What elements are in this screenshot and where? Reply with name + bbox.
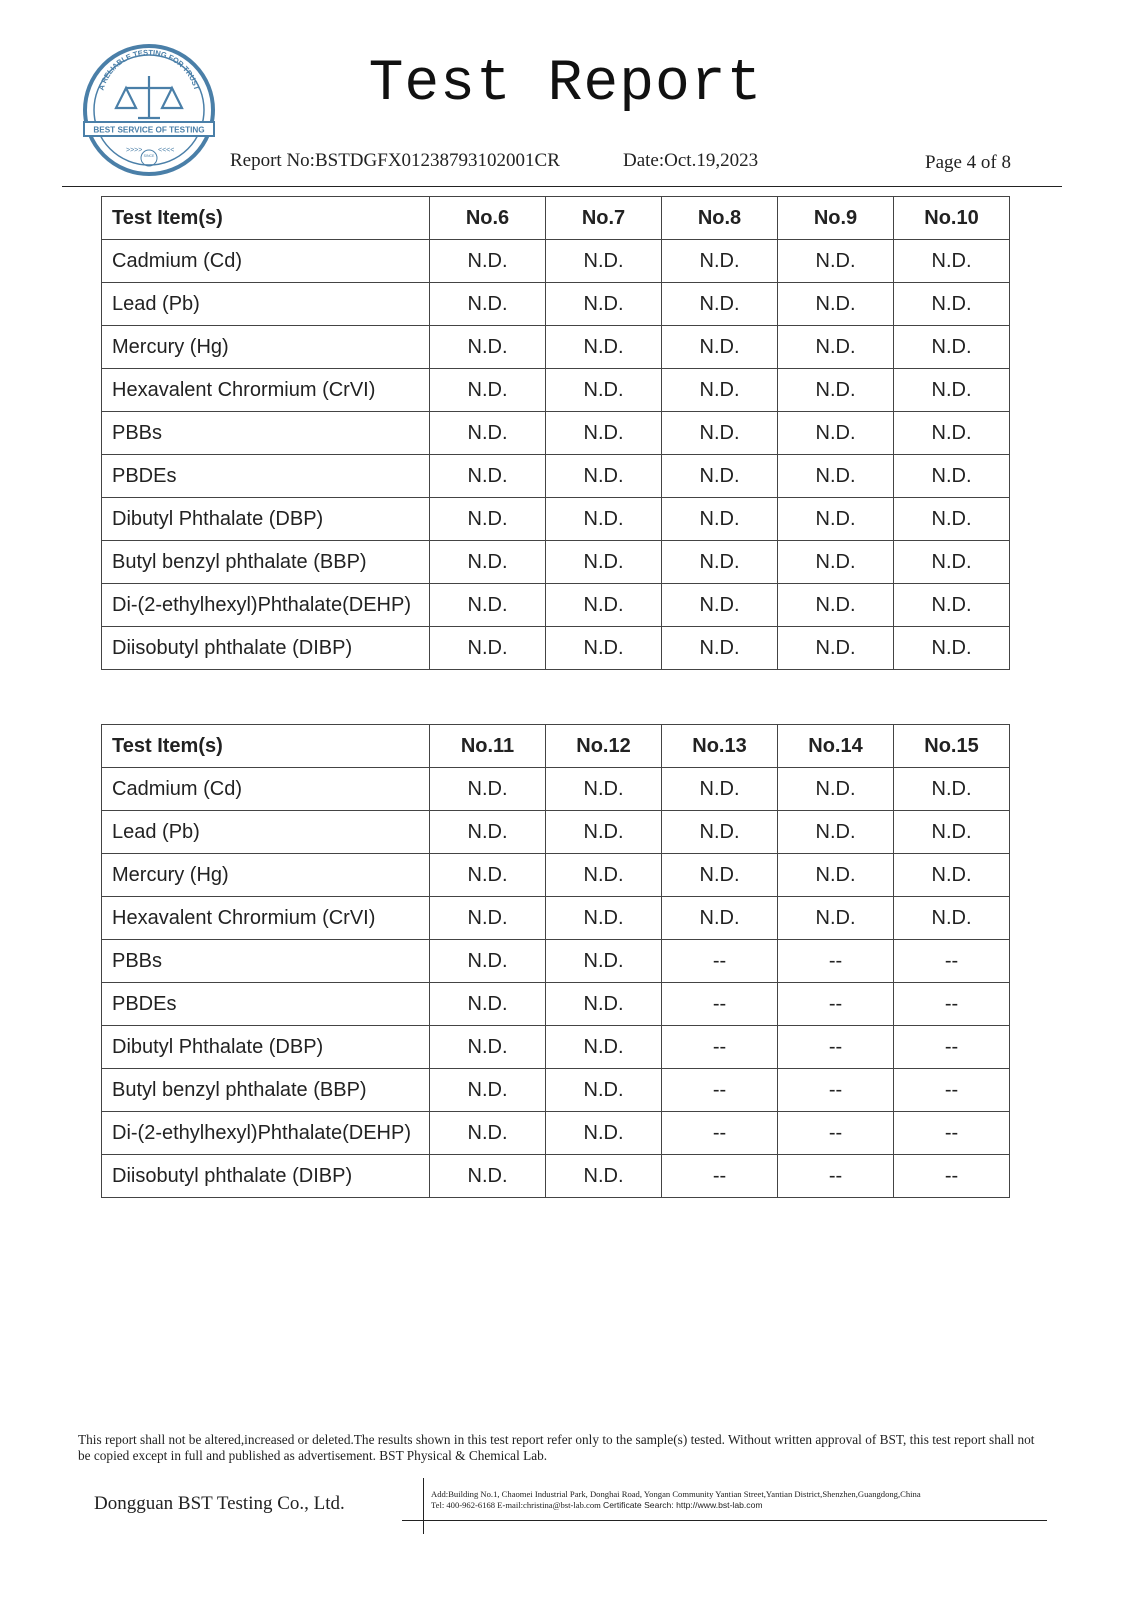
result-cell: -- bbox=[778, 983, 894, 1026]
table-row bbox=[102, 768, 1010, 811]
result-cell: N.D. bbox=[430, 627, 546, 670]
result-cell: -- bbox=[662, 1155, 778, 1198]
result-cell: N.D. bbox=[430, 541, 546, 584]
result-cell: N.D. bbox=[430, 455, 546, 498]
result-cell: N.D. bbox=[546, 240, 662, 283]
result-cell: N.D. bbox=[430, 283, 546, 326]
result-cell: N.D. bbox=[894, 369, 1010, 412]
result-cell: N.D. bbox=[778, 455, 894, 498]
result-cell: N.D. bbox=[894, 897, 1010, 940]
column-header-sample: No.14 bbox=[778, 725, 894, 768]
result-cell: N.D. bbox=[430, 854, 546, 897]
result-cell: N.D. bbox=[778, 584, 894, 627]
result-cell: N.D. bbox=[546, 897, 662, 940]
test-item-name: Mercury (Hg) bbox=[102, 326, 430, 369]
column-header-sample: No.11 bbox=[430, 725, 546, 768]
result-cell: N.D. bbox=[894, 240, 1010, 283]
test-item-name: Lead (Pb) bbox=[102, 283, 430, 326]
test-item-name: Butyl benzyl phthalate (BBP) bbox=[102, 1069, 430, 1112]
result-cell: N.D. bbox=[778, 897, 894, 940]
result-cell: N.D. bbox=[430, 498, 546, 541]
footer-vertical-rule bbox=[423, 1478, 424, 1534]
page-title: Test Report bbox=[368, 52, 763, 117]
result-cell: N.D. bbox=[430, 940, 546, 983]
test-item-name: Cadmium (Cd) bbox=[102, 768, 430, 811]
result-cell: N.D. bbox=[778, 627, 894, 670]
result-cell: N.D. bbox=[662, 854, 778, 897]
result-cell: N.D. bbox=[894, 854, 1010, 897]
header-rule bbox=[62, 186, 1062, 187]
result-cell: -- bbox=[894, 1112, 1010, 1155]
table-row bbox=[102, 940, 1010, 983]
table-row bbox=[102, 584, 1010, 627]
result-cell: N.D. bbox=[662, 897, 778, 940]
test-item-name: Hexavalent Chrormium (CrVI) bbox=[102, 369, 430, 412]
column-header-sample: No.12 bbox=[546, 725, 662, 768]
logo-arc-text: A RELIABLE TESTING FOR TRUST bbox=[96, 47, 202, 92]
results-table-1 bbox=[101, 196, 1010, 670]
table-row bbox=[102, 854, 1010, 897]
result-cell: -- bbox=[894, 1069, 1010, 1112]
table-header-row bbox=[102, 725, 1010, 768]
test-item-name: PBDEs bbox=[102, 455, 430, 498]
result-cell: N.D. bbox=[662, 627, 778, 670]
result-cell: N.D. bbox=[778, 541, 894, 584]
table-row bbox=[102, 897, 1010, 940]
result-cell: N.D. bbox=[894, 584, 1010, 627]
company-address-block bbox=[431, 1489, 921, 1511]
test-item-name: PBBs bbox=[102, 412, 430, 455]
result-cell: N.D. bbox=[430, 412, 546, 455]
table-row bbox=[102, 1112, 1010, 1155]
report-date: Date:Oct.19,2023 bbox=[623, 150, 759, 171]
result-cell: N.D. bbox=[662, 240, 778, 283]
result-cell: N.D. bbox=[662, 811, 778, 854]
test-item-name: PBBs bbox=[102, 940, 430, 983]
test-item-name: Diisobutyl phthalate (DIBP) bbox=[102, 627, 430, 670]
result-cell: N.D. bbox=[546, 811, 662, 854]
logo-chevrons-left: >>>> bbox=[126, 147, 143, 154]
result-cell: N.D. bbox=[430, 1069, 546, 1112]
result-cell: N.D. bbox=[894, 283, 1010, 326]
result-cell: N.D. bbox=[430, 584, 546, 627]
result-cell: N.D. bbox=[894, 541, 1010, 584]
result-cell: N.D. bbox=[430, 983, 546, 1026]
result-cell: -- bbox=[894, 940, 1010, 983]
table-row bbox=[102, 240, 1010, 283]
result-cell: N.D. bbox=[546, 541, 662, 584]
result-cell: -- bbox=[778, 1026, 894, 1069]
result-cell: N.D. bbox=[778, 498, 894, 541]
result-cell: N.D. bbox=[546, 940, 662, 983]
result-cell: -- bbox=[662, 983, 778, 1026]
result-cell: -- bbox=[662, 1069, 778, 1112]
result-cell: N.D. bbox=[778, 283, 894, 326]
disclaimer-text: This report shall not be altered,increased or deleted.The results shown in this test report refer only to the sample(s) tested. Without written approval of BST, this test report shall not be copied except in full and published as advertisement. BST Physical & Chemical Lab. bbox=[78, 1432, 1035, 1463]
logo-since: SINCE bbox=[143, 154, 155, 158]
table-row bbox=[102, 811, 1010, 854]
result-cell: N.D. bbox=[778, 326, 894, 369]
page-number: Page 4 of 8 bbox=[925, 152, 1012, 173]
result-cell: N.D. bbox=[430, 1112, 546, 1155]
result-cell: N.D. bbox=[894, 412, 1010, 455]
result-cell: N.D. bbox=[894, 455, 1010, 498]
test-item-name: Mercury (Hg) bbox=[102, 854, 430, 897]
result-cell: N.D. bbox=[894, 768, 1010, 811]
result-cell: -- bbox=[778, 1155, 894, 1198]
table-row bbox=[102, 412, 1010, 455]
result-cell: N.D. bbox=[430, 1026, 546, 1069]
result-cell: N.D. bbox=[546, 1155, 662, 1198]
table-row bbox=[102, 1069, 1010, 1112]
logo-chevrons-right: <<<< bbox=[158, 147, 175, 154]
result-cell: N.D. bbox=[662, 326, 778, 369]
table-row bbox=[102, 541, 1010, 584]
test-item-name: PBDEs bbox=[102, 983, 430, 1026]
report-number: Report No:BSTDGFX01238793102001CR bbox=[230, 150, 560, 171]
result-cell: N.D. bbox=[546, 854, 662, 897]
result-cell: N.D. bbox=[430, 1155, 546, 1198]
result-cell: N.D. bbox=[546, 498, 662, 541]
table-row bbox=[102, 1026, 1010, 1069]
result-cell: N.D. bbox=[662, 768, 778, 811]
result-cell: N.D. bbox=[894, 326, 1010, 369]
result-cell: N.D. bbox=[778, 412, 894, 455]
result-cell: N.D. bbox=[546, 768, 662, 811]
result-cell: N.D. bbox=[894, 498, 1010, 541]
result-cell: N.D. bbox=[662, 283, 778, 326]
result-cell: N.D. bbox=[778, 240, 894, 283]
result-cell: N.D. bbox=[546, 326, 662, 369]
test-item-name: Di-(2-ethylhexyl)Phthalate(DEHP) bbox=[102, 584, 430, 627]
result-cell: N.D. bbox=[662, 412, 778, 455]
table-row bbox=[102, 1155, 1010, 1198]
test-item-name: Diisobutyl phthalate (DIBP) bbox=[102, 1155, 430, 1198]
column-header-sample: No.15 bbox=[894, 725, 1010, 768]
result-cell: -- bbox=[662, 940, 778, 983]
test-item-name: Butyl benzyl phthalate (BBP) bbox=[102, 541, 430, 584]
result-cell: N.D. bbox=[546, 1112, 662, 1155]
result-cell: N.D. bbox=[430, 240, 546, 283]
column-header-sample: No.8 bbox=[662, 197, 778, 240]
result-cell: -- bbox=[778, 940, 894, 983]
result-cell: N.D. bbox=[778, 854, 894, 897]
result-cell: N.D. bbox=[662, 369, 778, 412]
result-cell: N.D. bbox=[662, 455, 778, 498]
result-cell: -- bbox=[778, 1112, 894, 1155]
result-cell: N.D. bbox=[430, 768, 546, 811]
test-item-name: Cadmium (Cd) bbox=[102, 240, 430, 283]
company-name: Dongguan BST Testing Co., Ltd. bbox=[94, 1493, 345, 1514]
result-cell: -- bbox=[662, 1026, 778, 1069]
result-cell: -- bbox=[894, 983, 1010, 1026]
result-cell: N.D. bbox=[546, 983, 662, 1026]
result-cell: N.D. bbox=[546, 1026, 662, 1069]
result-cell: N.D. bbox=[662, 541, 778, 584]
result-cell: -- bbox=[662, 1112, 778, 1155]
result-cell: -- bbox=[778, 1069, 894, 1112]
result-cell: N.D. bbox=[546, 627, 662, 670]
table-row bbox=[102, 983, 1010, 1026]
result-cell: N.D. bbox=[778, 811, 894, 854]
column-header-sample: No.13 bbox=[662, 725, 778, 768]
result-cell: N.D. bbox=[546, 584, 662, 627]
result-cell: N.D. bbox=[546, 369, 662, 412]
column-header-sample: No.7 bbox=[546, 197, 662, 240]
test-item-name: Di-(2-ethylhexyl)Phthalate(DEHP) bbox=[102, 1112, 430, 1155]
result-cell: N.D. bbox=[430, 811, 546, 854]
result-cell: N.D. bbox=[546, 283, 662, 326]
result-cell: -- bbox=[894, 1026, 1010, 1069]
result-cell: N.D. bbox=[778, 369, 894, 412]
certificate-search: Certificate Search: http://www.bst-lab.com bbox=[603, 1500, 763, 1510]
result-cell: N.D. bbox=[430, 369, 546, 412]
result-cell: N.D. bbox=[430, 897, 546, 940]
table-header-row bbox=[102, 197, 1010, 240]
test-item-name: Lead (Pb) bbox=[102, 811, 430, 854]
table-row bbox=[102, 326, 1010, 369]
test-item-name: Dibutyl Phthalate (DBP) bbox=[102, 498, 430, 541]
column-header-sample: No.6 bbox=[430, 197, 546, 240]
result-cell: N.D. bbox=[894, 627, 1010, 670]
table-row bbox=[102, 283, 1010, 326]
result-cell: N.D. bbox=[430, 326, 546, 369]
result-cell: N.D. bbox=[546, 412, 662, 455]
logo-banner: BEST SERVICE OF TESTING bbox=[93, 125, 205, 135]
table-row bbox=[102, 369, 1010, 412]
table-row bbox=[102, 455, 1010, 498]
result-cell: N.D. bbox=[662, 498, 778, 541]
table-row bbox=[102, 498, 1010, 541]
test-item-name: Dibutyl Phthalate (DBP) bbox=[102, 1026, 430, 1069]
result-cell: N.D. bbox=[778, 768, 894, 811]
column-header-test-item: Test Item(s) bbox=[102, 197, 430, 240]
company-contact: Tel: 400-962-6168 E-mail:christina@bst-lab.com bbox=[431, 1500, 601, 1510]
column-header-test-item: Test Item(s) bbox=[102, 725, 430, 768]
company-address: Add:Building No.1, Chaomei Industrial Park, Donghai Road, Yongan Community Yantian Street,Yantian District,Shenzhen,Guangdong,China bbox=[431, 1489, 921, 1499]
result-cell: -- bbox=[894, 1155, 1010, 1198]
result-cell: N.D. bbox=[546, 455, 662, 498]
table-row bbox=[102, 627, 1010, 670]
column-header-sample: No.9 bbox=[778, 197, 894, 240]
result-cell: N.D. bbox=[546, 1069, 662, 1112]
results-table-2 bbox=[101, 724, 1010, 1198]
column-header-sample: No.10 bbox=[894, 197, 1010, 240]
test-item-name: Hexavalent Chrormium (CrVI) bbox=[102, 897, 430, 940]
result-cell: N.D. bbox=[894, 811, 1010, 854]
result-cell: N.D. bbox=[662, 584, 778, 627]
footer-horizontal-rule bbox=[402, 1520, 1047, 1521]
